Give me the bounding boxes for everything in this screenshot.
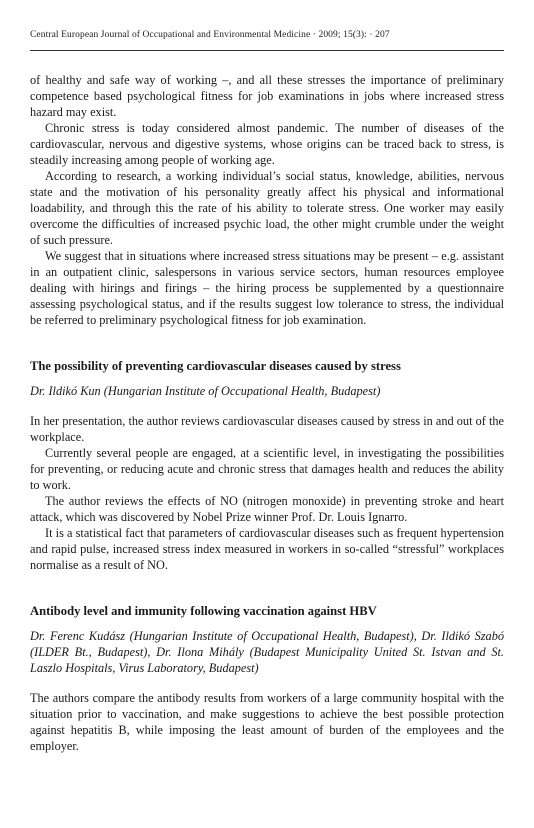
- section-authors-cardiovascular: Dr. Ildikó Kun (Hungarian Institute of Occupational Health, Budapest): [30, 384, 381, 398]
- intro-paragraph-1: of healthy and safe way of working –, and all these stresses the importance of preliminary competence based psychological fitness for job examinations in jobs where increased stress hazard may exist.: [30, 73, 504, 119]
- section1-paragraph-4: It is a statistical fact that parameters of cardiovascular diseases such as frequent hypertension and rapid pulse, increased stress index measured in workers in so-called “stressful” workplaces normalise as a result of NO.: [30, 526, 504, 572]
- section2-paragraph-1: The authors compare the antibody results from workers of a large community hospital with the situation prior to vaccination, and make suggestions to achieve the best possible protection against hepatitis B, while imposing the least amount of burden of the employees and the employer.: [30, 691, 504, 753]
- article-body: [30, 72, 504, 754]
- intro-paragraph-4: We suggest that in situations where increased stress situations may be present – e.g. assistant in an outpatient clinic, salespersons in various service sectors, human resources employee dealing with hirings and firings – the hiring process be supplemented by a questionnaire assessing psychological status, and if the results suggest low tolerance to stress, the individual be referred to preliminary psychological fitness for job examination.: [30, 249, 504, 327]
- section1-paragraph-3: The author reviews the effects of NO (nitrogen monoxide) in preventing stroke and heart attack, which was discovered by Nobel Prize winner Prof. Dr. Louis Ignarro.: [30, 494, 504, 524]
- intro-paragraph-2: Chronic stress is today considered almost pandemic. The number of diseases of the cardiovascular, nervous and digestive systems, whose origins can be traced back to stress, is steadily increasing among people of working age.: [30, 121, 504, 167]
- section-title-hbv: Antibody level and immunity following vaccination against HBV: [30, 604, 377, 618]
- header-rule: [30, 50, 504, 51]
- running-header: Central European Journal of Occupational and Environmental Medicine · 2009; 15(3): · 207: [30, 30, 390, 40]
- section1-paragraph-2: Currently several people are engaged, at a scientific level, in investigating the possibilities for preventing, or reducing acute and chronic stress that damages health and reduces the ability to work.: [30, 446, 504, 492]
- section-title-cardiovascular: The possibility of preventing cardiovascular diseases caused by stress: [30, 359, 401, 373]
- section-authors-hbv: Dr. Ferenc Kudász (Hungarian Institute of Occupational Health, Budapest), Dr. Ildikó Szabó (ILDER Bt., Budapest), Dr. Ilona Mihály (Budapest Municipality United St. Istvan and St. Laszlo Hospitals, Virus Laboratory, Budapest): [30, 629, 504, 675]
- section1-paragraph-1: In her presentation, the author reviews cardiovascular diseases caused by stress in and out of the workplace.: [30, 414, 504, 444]
- intro-paragraph-3: According to research, a working individual’s social status, knowledge, abilities, nervous state and the motivation of his personality greatly affect his physical and informational loadability, and through this the rate of his ability to tolerate stress. One worker may easily overcome the difficulties of increased psychic load, the other might crumble under the weight of such pressure.: [30, 169, 504, 247]
